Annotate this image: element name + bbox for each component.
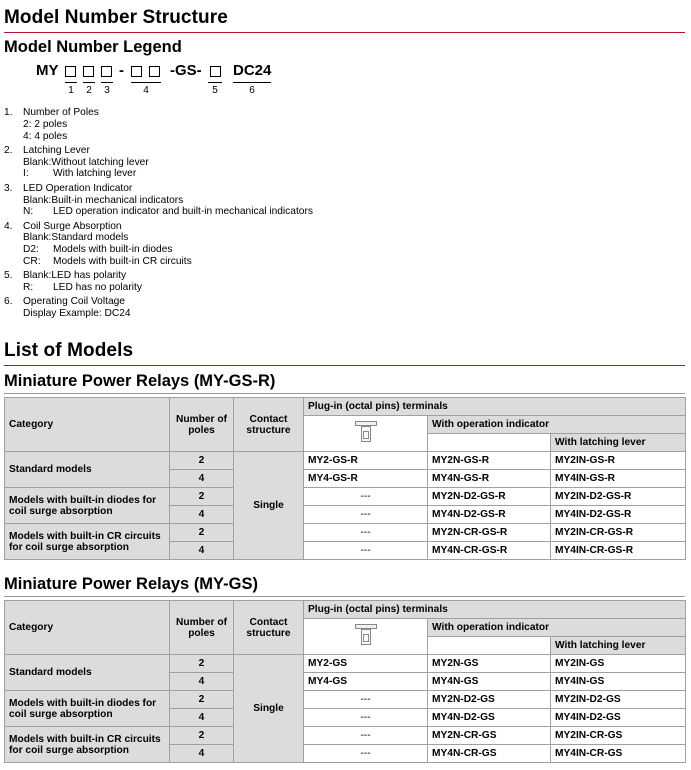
model-cell: MY2N-CR-GS-R	[428, 524, 551, 542]
legend-digit: 2	[86, 85, 92, 96]
legend-digit: 4	[143, 85, 149, 96]
model-cell: MY4IN-D2-GS-R	[551, 506, 686, 524]
legend-box-1	[65, 66, 76, 77]
list-option	[23, 282, 313, 294]
legend-digit: 5	[212, 85, 218, 96]
legend-box-3	[101, 66, 112, 77]
list-option	[23, 308, 313, 320]
list-item-title: Blank:LED has polarity	[23, 270, 127, 282]
model-cell: MY4N-GS-R	[428, 470, 551, 488]
model-cell: MY2IN-CR-GS	[551, 727, 686, 745]
list-item-title: Latching Lever	[23, 144, 90, 156]
list-option	[23, 168, 313, 180]
header-poles: Number of poles	[170, 601, 234, 655]
octal-socket-icon	[355, 419, 377, 445]
model-cell: MY4N-CR-GS	[428, 745, 551, 763]
model-cell: MY2N-D2-GS	[428, 691, 551, 709]
option-key: N:	[23, 206, 34, 218]
option-text: LED operation indicator and built-in mechanical indicators	[53, 206, 313, 218]
header-category: Category	[5, 398, 170, 452]
table-row	[5, 452, 686, 470]
legend-underline-6	[233, 82, 271, 83]
list-number: 2.	[4, 144, 13, 156]
option-key: Blank:	[23, 232, 52, 244]
poles-cell: 4	[170, 709, 234, 727]
model-cell: MY4N-D2-GS	[428, 709, 551, 727]
list-option	[23, 195, 313, 207]
option-text: Display Example: DC24	[23, 308, 131, 320]
legend-box-2	[83, 66, 94, 77]
model-cell: MY4-GS-R	[304, 470, 428, 488]
header-plugin: Plug-in (octal pins) terminals	[304, 601, 686, 619]
list-option	[23, 256, 313, 268]
section-title-list-of-models: List of Models	[4, 340, 134, 361]
contact-cell: Single	[234, 655, 304, 763]
model-cell: MY2IN-GS-R	[551, 452, 686, 470]
model-cell: ---	[304, 727, 428, 745]
legend-underline-1	[65, 82, 77, 83]
list-number: 6.	[4, 296, 13, 308]
legend-digit: 1	[68, 85, 74, 96]
header-plugin: Plug-in (octal pins) terminals	[304, 398, 686, 416]
option-text: 4: 4 poles	[23, 130, 68, 142]
model-cell: MY2IN-D2-GS-R	[551, 488, 686, 506]
section-title-model-number-structure: Model Number Structure	[4, 7, 228, 28]
poles-cell: 4	[170, 506, 234, 524]
model-cell: MY2N-CR-GS	[428, 727, 551, 745]
list-item	[4, 145, 313, 180]
model-cell: MY2N-GS	[428, 655, 551, 673]
legend-dash: -	[119, 62, 124, 79]
legend-underline-3	[101, 82, 113, 83]
legend-digit: 6	[249, 85, 255, 96]
model-cell: ---	[304, 691, 428, 709]
poles-cell: 4	[170, 542, 234, 560]
plug-in-terminal-icon	[304, 416, 428, 452]
option-text: LED has no polarity	[53, 282, 142, 294]
poles-cell: 4	[170, 673, 234, 691]
option-key: D2:	[23, 244, 39, 256]
table-row	[5, 727, 686, 745]
option-key: Blank:	[23, 156, 52, 168]
list-number: 5.	[4, 270, 13, 282]
list-option	[23, 244, 313, 256]
model-cell: MY2IN-D2-GS	[551, 691, 686, 709]
model-cell: MY4N-D2-GS-R	[428, 506, 551, 524]
poles-cell: 2	[170, 655, 234, 673]
poles-cell: 4	[170, 745, 234, 763]
option-text: Built-in mechanical indicators	[51, 194, 184, 206]
model-cell: MY4IN-GS	[551, 673, 686, 691]
list-option	[23, 157, 313, 169]
legend-underline-5	[208, 82, 222, 83]
option-text: 2: 2 poles	[23, 118, 68, 130]
table-title: Miniature Power Relays (MY-GS)	[4, 575, 258, 593]
list-item	[4, 107, 313, 142]
model-cell: ---	[304, 506, 428, 524]
table-row	[5, 655, 686, 673]
list-number: 3.	[4, 182, 13, 194]
model-cell: MY4IN-CR-GS	[551, 745, 686, 763]
header-contact: Contact structure	[234, 601, 304, 655]
plug-in-terminal-icon	[304, 619, 428, 655]
header-category: Category	[5, 601, 170, 655]
model-number-legend	[36, 62, 296, 98]
list-number: 4.	[4, 220, 13, 232]
poles-cell: 4	[170, 470, 234, 488]
option-text: With latching lever	[53, 168, 137, 180]
list-item	[4, 221, 313, 268]
model-cell: MY2IN-GS	[551, 655, 686, 673]
option-text: Standard models	[51, 232, 129, 244]
list-option	[23, 131, 313, 143]
model-cell: ---	[304, 542, 428, 560]
poles-cell: 2	[170, 452, 234, 470]
header-with-op: With operation indicator	[428, 416, 686, 434]
model-cell: MY2-GS	[304, 655, 428, 673]
model-table-gs	[4, 600, 686, 763]
list-item-title: Operating Coil Voltage	[23, 296, 125, 308]
contact-cell: Single	[234, 452, 304, 560]
list-item-title: Number of Poles	[23, 107, 99, 118]
category-cell: Models with built-in CR circuits for coil surge absorption	[5, 524, 170, 560]
option-text: Models with built-in diodes	[53, 244, 173, 256]
table-title-divider	[4, 393, 685, 394]
category-cell: Models with built-in diodes for coil surge absorption	[5, 488, 170, 524]
legend-voltage: DC24	[233, 62, 272, 79]
model-cell: ---	[304, 488, 428, 506]
list-item	[4, 270, 313, 294]
list-option	[23, 232, 313, 244]
header-poles: Number of poles	[170, 398, 234, 452]
spacer-cell	[428, 434, 551, 452]
option-key: CR:	[23, 256, 41, 268]
model-table-gs-r	[4, 397, 686, 560]
model-cell: MY4-GS	[304, 673, 428, 691]
legend-title: Model Number Legend	[4, 38, 182, 56]
legend-box-5	[210, 66, 221, 77]
header-with-latch: With latching lever	[551, 637, 686, 655]
header-contact: Contact structure	[234, 398, 304, 452]
list-item-title: Coil Surge Absorption	[23, 220, 122, 232]
poles-cell: 2	[170, 488, 234, 506]
option-key: Blank:	[23, 194, 52, 206]
option-text: Without latching lever	[51, 156, 149, 168]
model-cell: MY4N-GS	[428, 673, 551, 691]
list-item	[4, 183, 313, 218]
table-title: Miniature Power Relays (MY-GS-R)	[4, 372, 276, 390]
list-number: 1.	[4, 107, 13, 118]
option-key: I:	[23, 168, 29, 180]
model-cell: ---	[304, 709, 428, 727]
model-cell: MY2N-D2-GS-R	[428, 488, 551, 506]
table-row	[5, 691, 686, 709]
table-row	[5, 524, 686, 542]
table-row	[5, 488, 686, 506]
model-cell: MY2IN-CR-GS-R	[551, 524, 686, 542]
legend-underline-2	[83, 82, 95, 83]
section-divider	[4, 365, 685, 366]
model-cell: MY4IN-CR-GS-R	[551, 542, 686, 560]
header-with-latch: With latching lever	[551, 434, 686, 452]
model-cell: ---	[304, 745, 428, 763]
legend-box-4b	[149, 66, 160, 77]
model-cell: ---	[304, 524, 428, 542]
header-with-op: With operation indicator	[428, 619, 686, 637]
legend-digit: 3	[104, 85, 110, 96]
legend-explanation-list	[4, 107, 313, 323]
poles-cell: 2	[170, 727, 234, 745]
table-title-divider	[4, 596, 685, 597]
model-cell: MY4IN-GS-R	[551, 470, 686, 488]
legend-box-4a	[131, 66, 142, 77]
octal-socket-icon	[355, 622, 377, 648]
model-cell: MY4IN-D2-GS	[551, 709, 686, 727]
poles-cell: 2	[170, 691, 234, 709]
legend-underline-4	[131, 82, 161, 83]
spacer-cell	[428, 637, 551, 655]
category-cell: Models with built-in diodes for coil surge absorption	[5, 691, 170, 727]
list-option	[23, 206, 313, 218]
model-cell: MY2N-GS-R	[428, 452, 551, 470]
legend-prefix: MY	[36, 62, 59, 79]
poles-cell: 2	[170, 524, 234, 542]
legend-gs: -GS-	[170, 62, 202, 79]
model-cell: MY4N-CR-GS-R	[428, 542, 551, 560]
category-cell: Standard models	[5, 655, 170, 691]
option-text: Models with built-in CR circuits	[53, 256, 192, 268]
list-item-title: LED Operation Indicator	[23, 182, 133, 194]
list-item	[4, 296, 313, 320]
option-key: R:	[23, 282, 34, 294]
category-cell: Models with built-in CR circuits for coil surge absorption	[5, 727, 170, 763]
model-cell: MY2-GS-R	[304, 452, 428, 470]
list-option	[23, 119, 313, 131]
section-divider	[4, 32, 685, 33]
category-cell: Standard models	[5, 452, 170, 488]
